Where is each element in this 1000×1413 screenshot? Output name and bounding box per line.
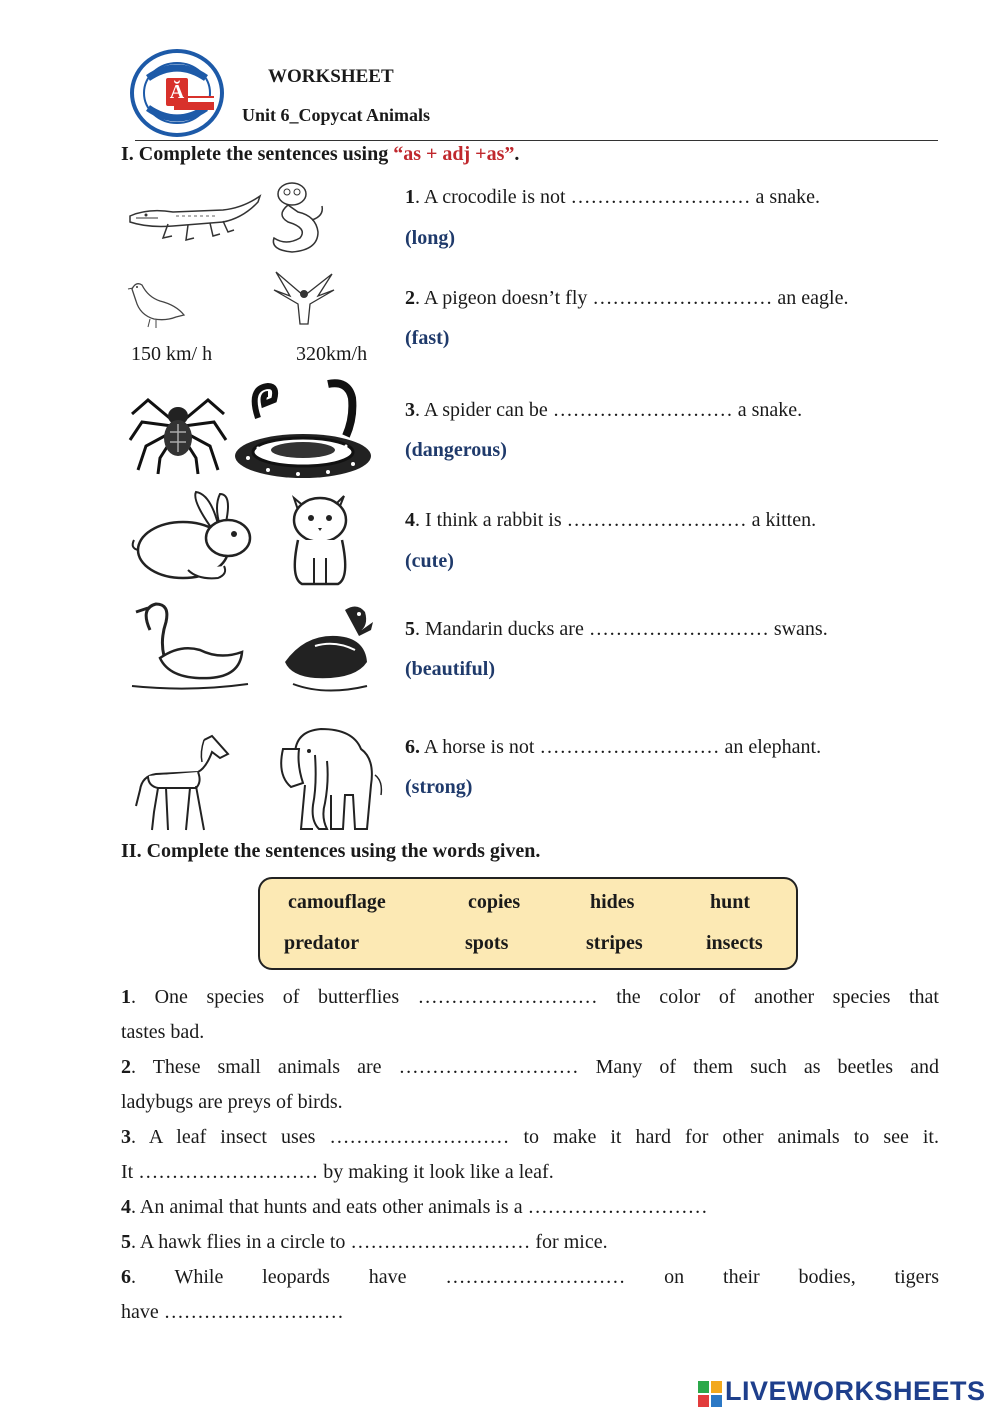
liveworksheets-logo-icon — [698, 1381, 722, 1407]
question-3: 3. A spider can be ……………………… a snake. — [405, 399, 803, 421]
word-bank — [258, 877, 798, 970]
hint-4: (cute) — [405, 550, 454, 572]
section2-heading: II. Complete the sentences using the words given. — [121, 840, 541, 862]
rabbit-illustration — [128, 490, 263, 585]
kitten-illustration — [280, 488, 360, 588]
heading-highlight: “as + adj +as” — [393, 143, 515, 165]
word-bank-item: stripes — [586, 932, 643, 954]
hint-6: (strong) — [405, 776, 473, 798]
word-bank-item: insects — [706, 932, 763, 954]
header-divider — [135, 140, 938, 141]
exercise-2-list: 1. One species of butterflies ……………………… the color of another species that tastes bad. 2. These small animals are ……………………… Many of them such as beetles and ladybugs are preys of birds. 3. A leaf insect uses ……………………… to make it hard for other animals to see it. It ……………………… by making it look like a leaf. 4. An animal that hunts and eats other animals is a ……………………… 5. A hawk flies in a circle to ……………………… for mice. 6. While leopards have ……………………… on their bodies, tigers have ……………………… — [121, 980, 939, 1330]
question-6: 6. A horse is not ……………………… an elephant. — [405, 736, 822, 758]
word-bank-item: hides — [590, 891, 635, 913]
liveworksheets-brand[interactable]: LIVEWORKSHEETS — [725, 1376, 986, 1406]
word-bank-item: copies — [468, 891, 521, 913]
sentence-6: 6. While leopards have ……………………… on their bodies, tigers — [121, 1266, 939, 1288]
sentence-2: 2. These small animals are ……………………… Many of them such as beetles and — [121, 1056, 939, 1078]
elephant-illustration — [275, 725, 385, 833]
pigeon-speed: 150 km/ h — [131, 343, 213, 365]
hint-2: (fast) — [405, 327, 450, 349]
question-2: 2. A pigeon doesn’t fly ……………………… an eagle. — [405, 287, 849, 309]
mandarin-duck-illustration — [275, 600, 380, 695]
question-5: 5. Mandarin ducks are ……………………… swans. — [405, 618, 828, 640]
svg-text:Ă: Ă — [169, 81, 185, 103]
school-logo — [128, 48, 226, 138]
spider-illustration — [128, 380, 228, 475]
swan-illustration — [130, 600, 250, 695]
hint-5: (beautiful) — [405, 658, 495, 680]
coiled-snake-illustration — [228, 378, 378, 483]
snake-illustration — [266, 180, 328, 255]
word-bank-item: predator — [284, 932, 360, 954]
question-4: 4. I think a rabbit is ……………………… a kitten. — [405, 509, 817, 531]
sentence-4: 4. An animal that hunts and eats other animals is a ……………………… — [121, 1196, 708, 1218]
word-bank-item: spots — [465, 932, 509, 954]
eagle-speed: 320km/h — [296, 343, 368, 365]
word-bank-item: hunt — [710, 891, 751, 913]
sentence-3: 3. A leaf insect uses ……………………… to make it hard for other animals to see it. — [121, 1126, 939, 1148]
crocodile-illustration — [128, 188, 263, 248]
pigeon-illustration — [126, 275, 186, 330]
question-1: 1. A crocodile is not ……………………… a snake. — [405, 186, 820, 208]
sentence-1: 1. One species of butterflies ……………………… the color of another species that — [121, 986, 939, 1008]
unit-title: Unit 6_Copycat Animals — [242, 105, 431, 125]
worksheet-title: WORKSHEET — [268, 66, 394, 87]
word-bank-item: camouflage — [288, 891, 386, 913]
sentence-5: 5. A hawk flies in a circle to ……………………… for mice. — [121, 1231, 608, 1253]
hint-1: (long) — [405, 227, 455, 249]
eagle-illustration — [270, 268, 338, 328]
hint-3: (dangerous) — [405, 439, 507, 461]
section1-heading: I. Complete the sentences using “as + adj +as”. — [121, 143, 520, 165]
horse-illustration — [128, 732, 233, 832]
